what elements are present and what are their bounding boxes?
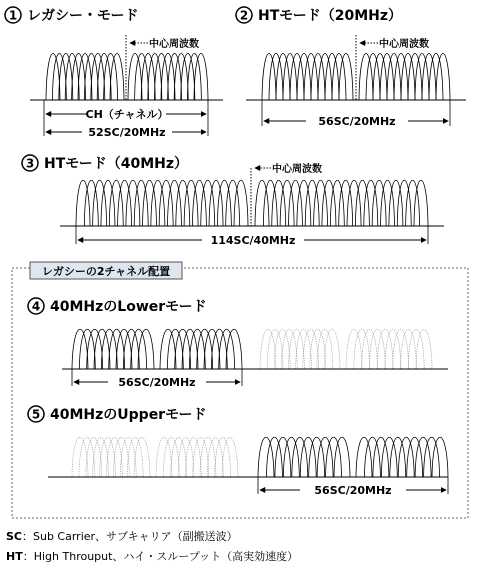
subcarrier-curve (163, 437, 179, 477)
subcarrier-curve (381, 437, 397, 477)
subcarrier-curve (398, 437, 414, 477)
subcarrier-curve (309, 437, 325, 477)
ht20-left (262, 54, 353, 101)
subcarrier-curve (197, 329, 213, 369)
upper-dotted-right (156, 437, 238, 477)
subcarrier-curve (94, 329, 110, 369)
subcarrier-curve (215, 437, 231, 477)
subcarrier-curve (334, 437, 350, 477)
svg-text:4: 4 (31, 299, 41, 314)
subcarrier-curve (109, 329, 125, 369)
section-3-title (22, 155, 188, 172)
svg-text:1: 1 (8, 8, 18, 23)
lower-dotted-left (260, 329, 340, 369)
legacy-panel-title: レガシーの2チャネル配置 (41, 265, 171, 278)
subcarrier-curve (219, 329, 235, 369)
note-ht (6, 547, 298, 567)
subcarrier-curve (292, 437, 308, 477)
center-freq-label-3: 中心周波数 (272, 164, 322, 175)
subcarrier-curve (116, 329, 132, 369)
subcarrier-curve (185, 437, 201, 477)
subcarrier-curve (160, 329, 176, 369)
subcarrier-curve (189, 329, 205, 369)
subcarrier-curve (131, 329, 147, 369)
subcarrier-curve (200, 437, 216, 477)
subcarrier-curve (258, 437, 274, 477)
subcarrier-curve (390, 437, 406, 477)
upper-left (258, 437, 350, 477)
subcarrier-curve (171, 437, 187, 477)
subcarrier-curve (211, 329, 227, 369)
ht20-right (359, 54, 450, 101)
section-4-title (28, 298, 207, 315)
subcarrier-curve (432, 437, 448, 477)
sc56-label-lower: 56SC/20MHz (118, 376, 196, 389)
subcarrier-curve (193, 437, 209, 477)
subcarrier-curve (266, 437, 282, 477)
subcarrier-curve (204, 329, 220, 369)
subcarrier-curve (326, 437, 342, 477)
ht40-right (255, 180, 428, 226)
footnotes (6, 527, 298, 567)
subcarrier-curve (175, 329, 191, 369)
svg-text:2: 2 (239, 8, 249, 23)
svg-text:40MHzのUpperモード: 40MHzのUpperモード (50, 407, 207, 423)
center-freq-label-2: 中心周波数 (379, 39, 429, 50)
note-sc-desc: ：Sub Carrier、サブキャリア（副搬送波） (22, 530, 238, 543)
section-5-title (28, 406, 207, 423)
sc56-label-upper: 56SC/20MHz (314, 484, 392, 497)
subcarrier-curve (407, 437, 423, 477)
subcarrier-curve (138, 329, 154, 369)
legacy-right (128, 54, 208, 101)
subcarrier-curve (373, 437, 389, 477)
svg-text:3: 3 (25, 156, 35, 171)
section-2-title (236, 7, 402, 24)
subcarrier-curve (79, 329, 95, 369)
subcarrier-curve (207, 437, 223, 477)
ch-label: CH（チャネル） (85, 108, 169, 121)
svg-text:5: 5 (31, 407, 41, 422)
subcarrier-curve (415, 437, 431, 477)
note-ht-term: HT (6, 550, 23, 563)
subcarrier-curve (226, 329, 242, 369)
subcarrier-curve (178, 437, 194, 477)
subcarrier-curve (300, 437, 316, 477)
subcarrier-curve (275, 437, 291, 477)
subcarrier-curve (156, 437, 172, 477)
subcarrier-curve (364, 437, 380, 477)
subcarrier-curve (182, 329, 198, 369)
note-sc-term: SC (6, 530, 22, 543)
subcarrier-curve (123, 329, 139, 369)
subcarrier-curve (317, 437, 333, 477)
subcarrier-curve (222, 437, 238, 477)
center-freq-label-1: 中心周波数 (149, 39, 199, 50)
subcarrier-curve (87, 329, 103, 369)
subcarrier-curve (167, 329, 183, 369)
upper-dotted-left (72, 437, 150, 477)
upper-right (356, 437, 448, 477)
subcarrier-curve (424, 437, 440, 477)
svg-text:レガシー・モード: レガシー・モード (27, 8, 139, 24)
note-ht-desc: ：High Throuput、ハイ・スループット（高実効速度） (22, 550, 299, 563)
sc56-label-ht20: 56SC/20MHz (318, 115, 396, 128)
svg-text:HTモード（20MHz）: HTモード（20MHz） (258, 8, 402, 24)
subcarrier-curve (72, 329, 88, 369)
subcarrier-curve (356, 437, 372, 477)
section-1-title (5, 7, 138, 24)
svg-text:HTモード（40MHz）: HTモード（40MHz） (44, 156, 188, 172)
svg-text:40MHzのLowerモード: 40MHzのLowerモード (50, 299, 207, 315)
legacy-left (46, 54, 124, 101)
lower-left (72, 329, 154, 369)
subcarrier-curve (324, 329, 340, 369)
subcarrier-curve (283, 437, 299, 477)
sc114-label: 114SC/40MHz (210, 234, 296, 247)
ht40-left (76, 180, 248, 226)
lower-right (160, 329, 242, 369)
subcarrier-curve (101, 329, 117, 369)
sc52-label: 52SC/20MHz (88, 126, 166, 139)
lower-dotted-right (346, 329, 432, 369)
note-sc (6, 527, 298, 547)
